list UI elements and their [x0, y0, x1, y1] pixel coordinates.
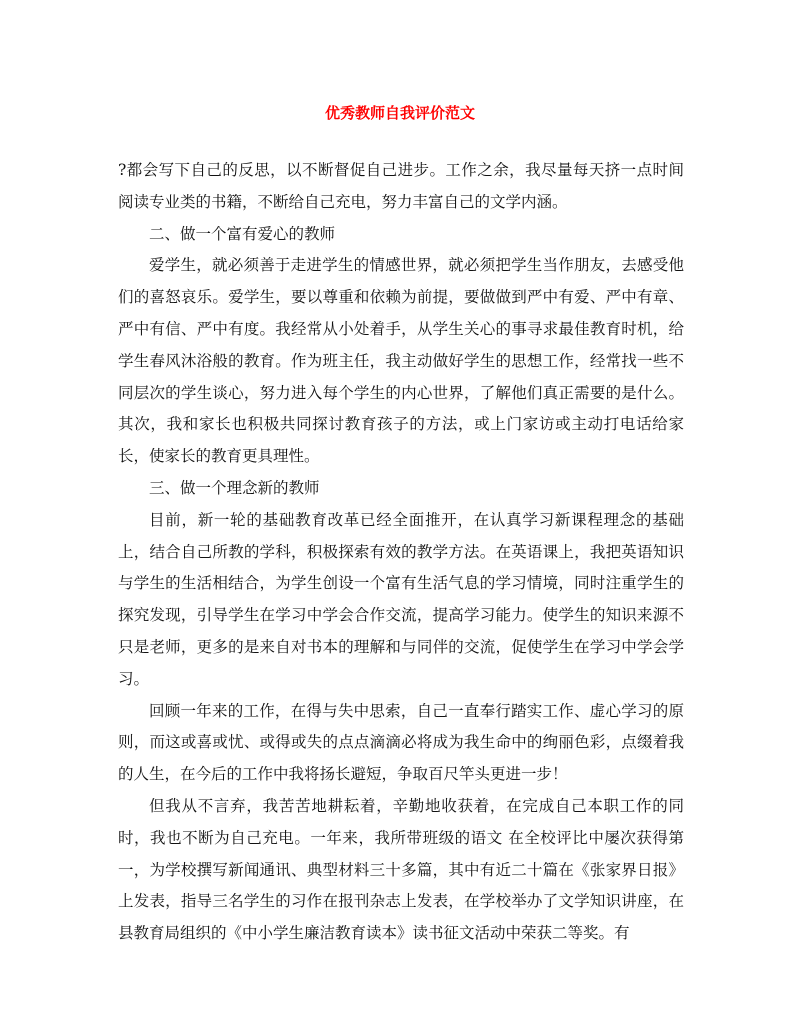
paragraph-love-students: 爱学生，就必须善于走进学生的情感世界，就必须把学生当作朋友，去感受他们的喜怒哀乐。爱学生，要以尊重和依赖为前提，要做做到严中有爱、严中有章、严中有信、严中有度。我经常从小处着手，从学生关心的事寻求最佳教育时机，给学生春风沐浴般的教育。作为班主任，我主动做好学生的思想工作，经常找一些不同层次的学生谈心，努力进入每个学生的内心世界，了解他们真正需要的是什么。其次，我和家长也积极共同探讨教育孩子的方法，或上门家访或主动打电话给家长，使家长的教育更具理性。: [118, 256, 684, 466]
heading-caring-teacher: 二、做一个富有爱心的教师: [149, 224, 336, 243]
document-title: 优秀教师自我评价范文: [324, 104, 475, 122]
heading-new-concept-teacher: 三、做一个理念新的教师: [149, 478, 320, 497]
paragraph-review-year: 回顾一年来的工作，在得与失中思索，自己一直奉行踏实工作、虚心学习的原则，而这或喜或忧、或得或失的点点滴滴必将成为我生命中的绚丽色彩，点缀着我的人生，在今后的工作中我将扬长避短，争取百尺竿头更进一步！: [118, 701, 684, 784]
paragraph-education-reform: 目前，新一轮的基础教育改革已经全面推开，在认真学习新课程理念的基础上，结合自己所教的学科，积极探索有效的教学方法。在英语课上，我把英语知识与学生的生活相结合，为学生创设一个富有生活气息的学习情境，同时注重学生的探究发现，引导学生在学习中学会合作交流，提高学习能力。使学生的知识来源不只是老师，更多的是来自对书本的理解和与同伴的交流，促使学生在学习中学会学习。: [118, 510, 684, 688]
paragraph-reflection: ?都会写下自己的反思，以不断督促自己进步。工作之余，我尽量每天挤一点时间阅读专业类的书籍，不断给自己充电，努力丰富自己的文学内涵。: [118, 161, 684, 211]
paragraph-achievements: 但我从不言弃，我苦苦地耕耘着，辛勤地收获着，在完成自己本职工作的同时，我也不断为自己充电。一年来，我所带班级的语文 在全校评比中屡次获得第一，为学校撰写新闻通讯、典型材料三十多篇，其中有近二十篇在《张家界日报》上发表，指导三名学生的习作在报刊杂志上发表，在学校举办了文学知识讲座，在县教育局组织的《中小学生廉洁教育读本》读书征文活动中荣获二等奖。有: [118, 796, 684, 943]
document-body: [118, 155, 684, 950]
